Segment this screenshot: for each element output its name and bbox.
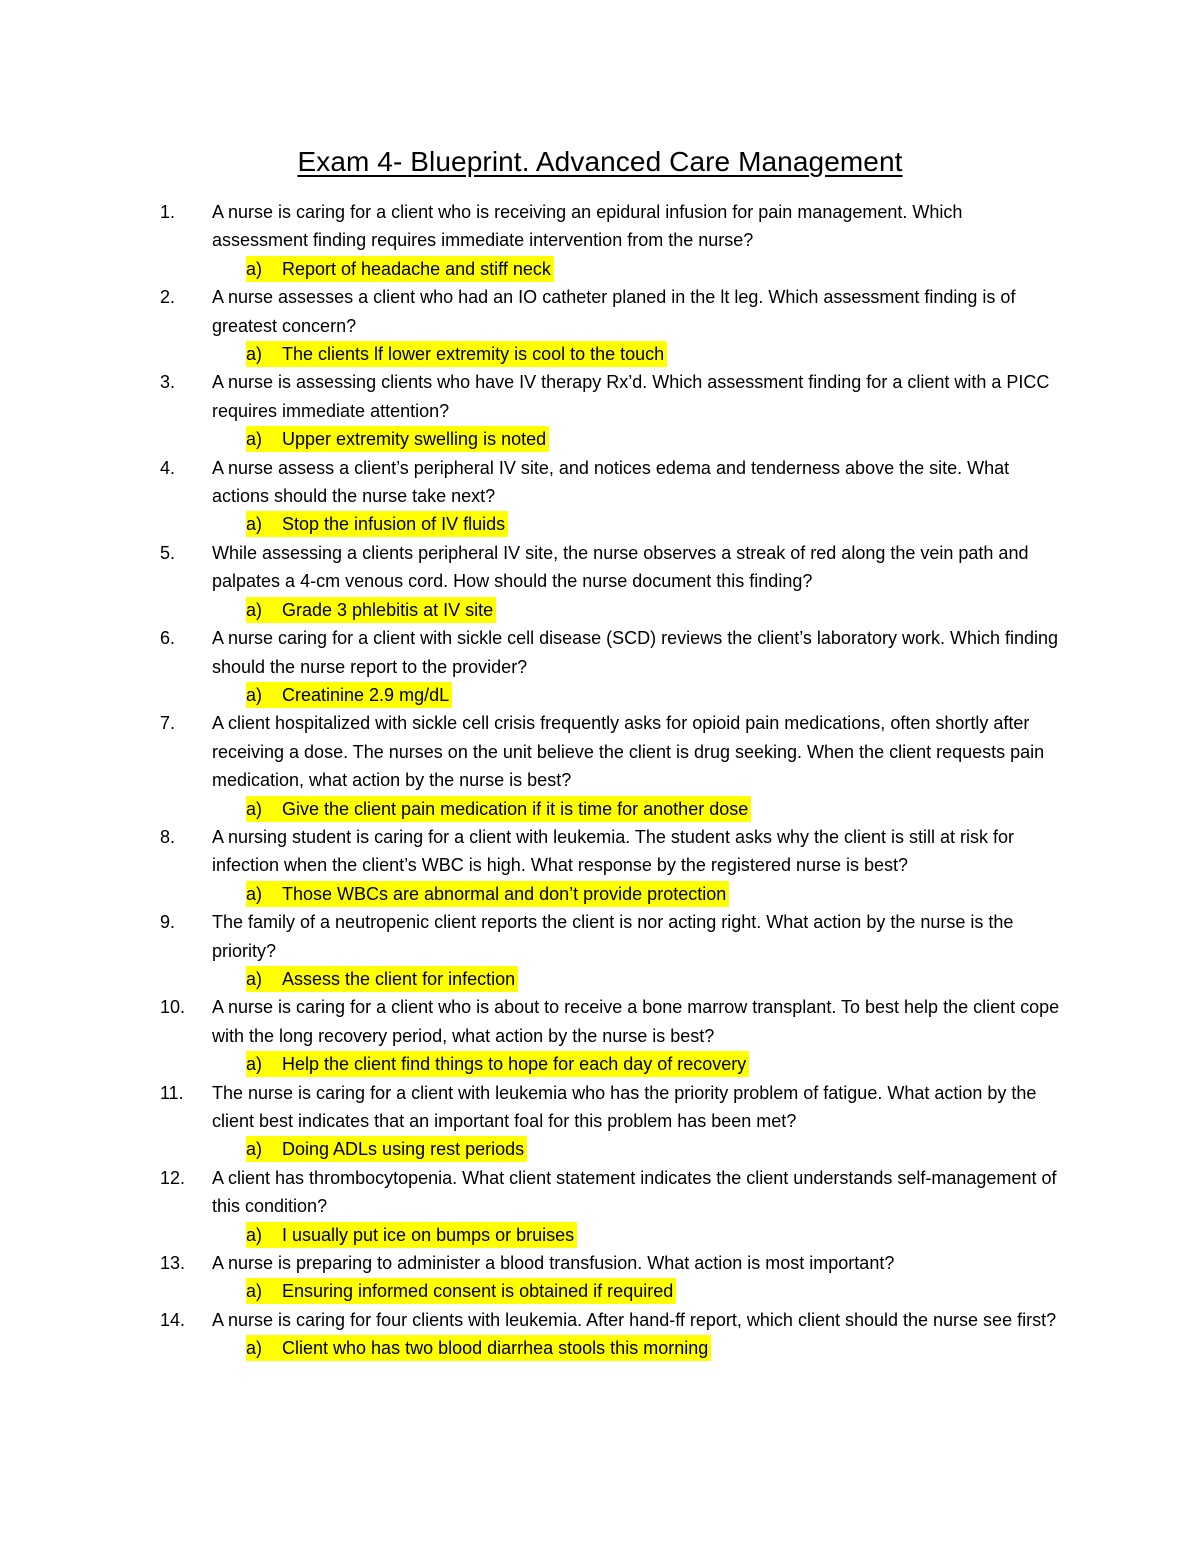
answer-line	[246, 255, 1200, 283]
question-text: A nurse is caring for four clients with leukemia. After hand-ff report, which client should the nurse see first?	[212, 1309, 1057, 1330]
question-number: 6.	[160, 628, 176, 649]
question-number: 2.	[160, 287, 176, 308]
answer-text: Grade 3 phlebitis at IV site	[282, 599, 494, 620]
question-number: 1.	[160, 202, 176, 222]
question-item	[0, 1164, 1200, 1249]
question-text: A nurse is caring for a client who is about to receive a bone marrow transplant. To best help the client cope with the long recovery period, what action by the nurse is best?	[212, 997, 1060, 1046]
question-number: 12.	[160, 1167, 186, 1188]
question-number: 10.	[160, 997, 186, 1018]
answer-line	[246, 1221, 1200, 1249]
answer-text: Doing ADLs using rest periods	[282, 1139, 525, 1160]
answer-letter: a)	[246, 599, 263, 620]
answer-highlight	[246, 966, 518, 992]
question-list	[0, 198, 1200, 1363]
question-text: A nurse is assessing clients who have IV therapy Rx’d. Which assessment finding for a client with a PICC requires immediate attention?	[212, 372, 1050, 421]
answer-line	[246, 1135, 1200, 1163]
answer-line	[246, 340, 1200, 368]
question-text: A client hospitalized with sickle cell crisis frequently asks for opioid pain medications, often shortly after receiving a dose. The nurses on the unit believe the client is drug seeking. When the client requests pain medication, what action by the nurse is best?	[212, 713, 1045, 791]
answer-text: Stop the infusion of IV fluids	[282, 514, 506, 535]
answer-highlight	[246, 796, 751, 822]
answer-text: Help the client find things to hope for each day of recovery	[282, 1054, 747, 1075]
answer-line	[246, 681, 1200, 709]
answer-line	[246, 965, 1200, 993]
answer-line	[246, 1050, 1200, 1078]
question-text: A nurse caring for a client with sickle cell disease (SCD) reviews the client’s laboratory work. Which finding should the nurse report to the provider?	[212, 628, 1059, 677]
question-number: 8.	[160, 826, 176, 847]
answer-highlight	[246, 341, 667, 367]
answer-highlight	[246, 881, 729, 907]
answer-letter: a)	[246, 344, 263, 365]
answer-highlight	[246, 256, 554, 282]
answer-line	[246, 795, 1200, 823]
question-number: 3.	[160, 372, 176, 393]
question-text: The family of a neutropenic client reports the client is nor acting right. What action by the nurse is the priority?	[212, 912, 1014, 961]
question-item	[0, 283, 1200, 368]
question-item	[0, 709, 1200, 823]
question-item	[0, 454, 1200, 539]
question-item	[0, 908, 1200, 993]
question-text: While assessing a clients peripheral IV site, the nurse observes a streak of red along the vein path and palpates a 4-cm venous cord. How should the nurse document this finding?	[212, 542, 1029, 592]
answer-text: Those WBCs are abnormal and don’t provide protection	[282, 883, 727, 904]
answer-line	[246, 425, 1200, 453]
answer-line	[246, 1334, 1200, 1362]
question-text: A client has thrombocytopenia. What client statement indicates the client understands self-management of this condition?	[212, 1167, 1057, 1217]
answer-line	[246, 510, 1200, 538]
answer-text: Creatinine 2.9 mg/dL	[282, 684, 450, 705]
answer-letter: a)	[246, 1139, 263, 1160]
answer-line	[246, 880, 1200, 908]
question-number: 7.	[160, 713, 176, 734]
question-text: A nursing student is caring for a client with leukemia. The student asks why the client is still at risk for infection when the client’s WBC is high. What response by the registered nurse is best?	[212, 826, 1015, 876]
question-number: 5.	[160, 542, 176, 563]
answer-letter: a)	[246, 883, 263, 904]
question-item	[0, 1306, 1200, 1363]
answer-letter: a)	[246, 1224, 263, 1245]
question-number: 11.	[160, 1082, 184, 1103]
question-item	[0, 624, 1200, 709]
question-item	[0, 539, 1200, 624]
answer-text: Assess the client for infection	[282, 968, 516, 989]
answer-letter: a)	[246, 514, 263, 535]
question-number: 13.	[160, 1253, 186, 1274]
answer-letter: a)	[246, 798, 263, 819]
answer-letter: a)	[246, 1281, 263, 1302]
answer-highlight	[246, 1222, 577, 1248]
question-number: 4.	[160, 457, 176, 478]
question-text: A nurse is caring for a client who is receiving an epidural infusion for pain management. Which assessment finding requires immediate intervention from the nurse?	[212, 202, 963, 251]
answer-highlight	[246, 597, 496, 623]
answer-highlight	[246, 682, 452, 708]
document-title: Exam 4- Blueprint. Advanced Care Management	[297, 146, 903, 177]
answer-letter: a)	[246, 1338, 263, 1359]
answer-text: Client who has two blood diarrhea stools this morning	[282, 1338, 709, 1359]
answer-line	[246, 596, 1200, 624]
answer-text: Upper extremity swelling is noted	[282, 429, 547, 450]
question-text: A nurse is preparing to administer a blood transfusion. What action is most important?	[212, 1253, 895, 1274]
question-text: A nurse assess a client’s peripheral IV site, and notices edema and tenderness above the site. What actions should the nurse take next?	[212, 457, 1010, 507]
answer-text: The clients lf lower extremity is cool to the touch	[282, 344, 665, 365]
question-text: A nurse assesses a client who had an IO catheter planed in the lt leg. Which assessment finding is of greatest concern?	[212, 287, 1016, 336]
answer-highlight	[246, 1051, 749, 1077]
answer-highlight	[246, 1278, 676, 1304]
answer-highlight	[246, 1136, 527, 1162]
answer-highlight	[246, 426, 549, 452]
question-number: 14.	[160, 1309, 186, 1330]
question-item	[0, 368, 1200, 453]
answer-text: Ensuring informed consent is obtained if required	[282, 1281, 674, 1302]
answer-letter: a)	[246, 684, 263, 705]
question-item	[0, 1079, 1200, 1164]
answer-text: Give the client pain medication if it is time for another dose	[282, 798, 749, 819]
answer-letter: a)	[246, 1054, 263, 1075]
question-number: 9.	[160, 912, 176, 933]
answer-text: Report of headache and stiff neck	[282, 258, 551, 279]
question-text: The nurse is caring for a client with leukemia who has the priority problem of fatigue. What action by the client best indicates that an important foal for this problem has been met?	[212, 1082, 1037, 1131]
answer-text: I usually put ice on bumps or bruises	[282, 1224, 575, 1245]
question-item	[0, 993, 1200, 1078]
question-item	[0, 1249, 1200, 1306]
answer-highlight	[246, 1335, 711, 1361]
question-item	[0, 198, 1200, 283]
answer-letter: a)	[246, 258, 263, 279]
answer-highlight	[246, 511, 508, 537]
answer-line	[246, 1277, 1200, 1305]
question-item	[0, 823, 1200, 908]
answer-letter: a)	[246, 968, 263, 989]
answer-letter: a)	[246, 429, 263, 450]
